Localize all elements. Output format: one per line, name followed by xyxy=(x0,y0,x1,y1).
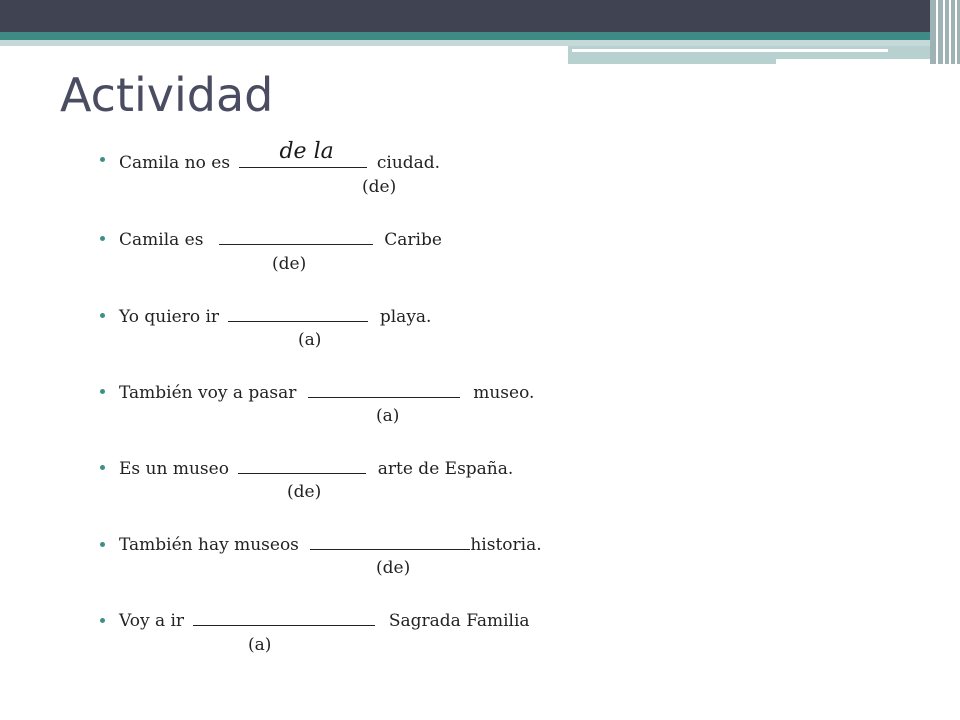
item-text-after: arte de España. xyxy=(377,459,514,479)
item-hint: (de) xyxy=(287,482,322,502)
bullet-dot xyxy=(100,465,105,470)
exercise-item-3 xyxy=(119,305,431,327)
answer-blank[interactable] xyxy=(193,609,375,626)
item-hint: (a) xyxy=(376,406,400,426)
answer-blank[interactable] xyxy=(238,457,366,474)
item-hint: (de) xyxy=(362,177,397,197)
item-text-before: Yo quiero ir xyxy=(119,307,220,327)
exercise-item-2 xyxy=(119,228,442,250)
answer-blank[interactable] xyxy=(308,381,460,398)
answer-blank[interactable] xyxy=(239,139,367,168)
bullet-dot xyxy=(100,157,105,162)
answer-blank[interactable] xyxy=(219,228,373,245)
exercise-item-4 xyxy=(119,381,534,403)
item-hint: (a) xyxy=(298,330,322,350)
item-text-after: Caribe xyxy=(384,230,442,250)
item-text-before: Camila no es xyxy=(119,153,231,173)
filled-answer: de la xyxy=(279,139,334,164)
item-hint: (de) xyxy=(376,558,411,578)
banner-white-line-2 xyxy=(776,59,930,64)
answer-blank[interactable] xyxy=(310,533,470,550)
item-text-after: museo. xyxy=(473,383,535,403)
banner-teal-band xyxy=(0,32,930,40)
bullet-dot xyxy=(100,542,105,547)
item-text-before: También voy a pasar xyxy=(119,383,297,403)
item-text-after: playa. xyxy=(379,307,432,327)
banner-vertical-bars xyxy=(930,0,960,64)
bullet-dot xyxy=(100,313,105,318)
bullet-dot xyxy=(100,618,105,623)
item-text-after: ciudad. xyxy=(376,153,441,173)
answer-blank[interactable] xyxy=(228,305,368,322)
exercise-item-6 xyxy=(119,533,542,555)
bullet-dot xyxy=(100,389,105,394)
exercise-item-5 xyxy=(119,457,513,479)
item-text-before: Voy a ir xyxy=(119,611,185,631)
exercise-item-1 xyxy=(119,139,441,173)
item-hint: (de) xyxy=(272,254,307,274)
item-text-before: Es un museo xyxy=(119,459,229,479)
item-text-before: También hay museos xyxy=(119,535,299,555)
slide-title: Actividad xyxy=(60,68,274,122)
item-text-after: Sagrada Familia xyxy=(388,611,530,631)
banner-dark-band xyxy=(0,0,960,32)
exercise-item-7 xyxy=(119,609,530,631)
banner-white-line xyxy=(572,49,888,52)
item-hint: (a) xyxy=(248,635,272,655)
item-text-before: Camila es xyxy=(119,230,204,250)
item-text-after: historia. xyxy=(470,535,542,555)
bullet-dot xyxy=(100,236,105,241)
